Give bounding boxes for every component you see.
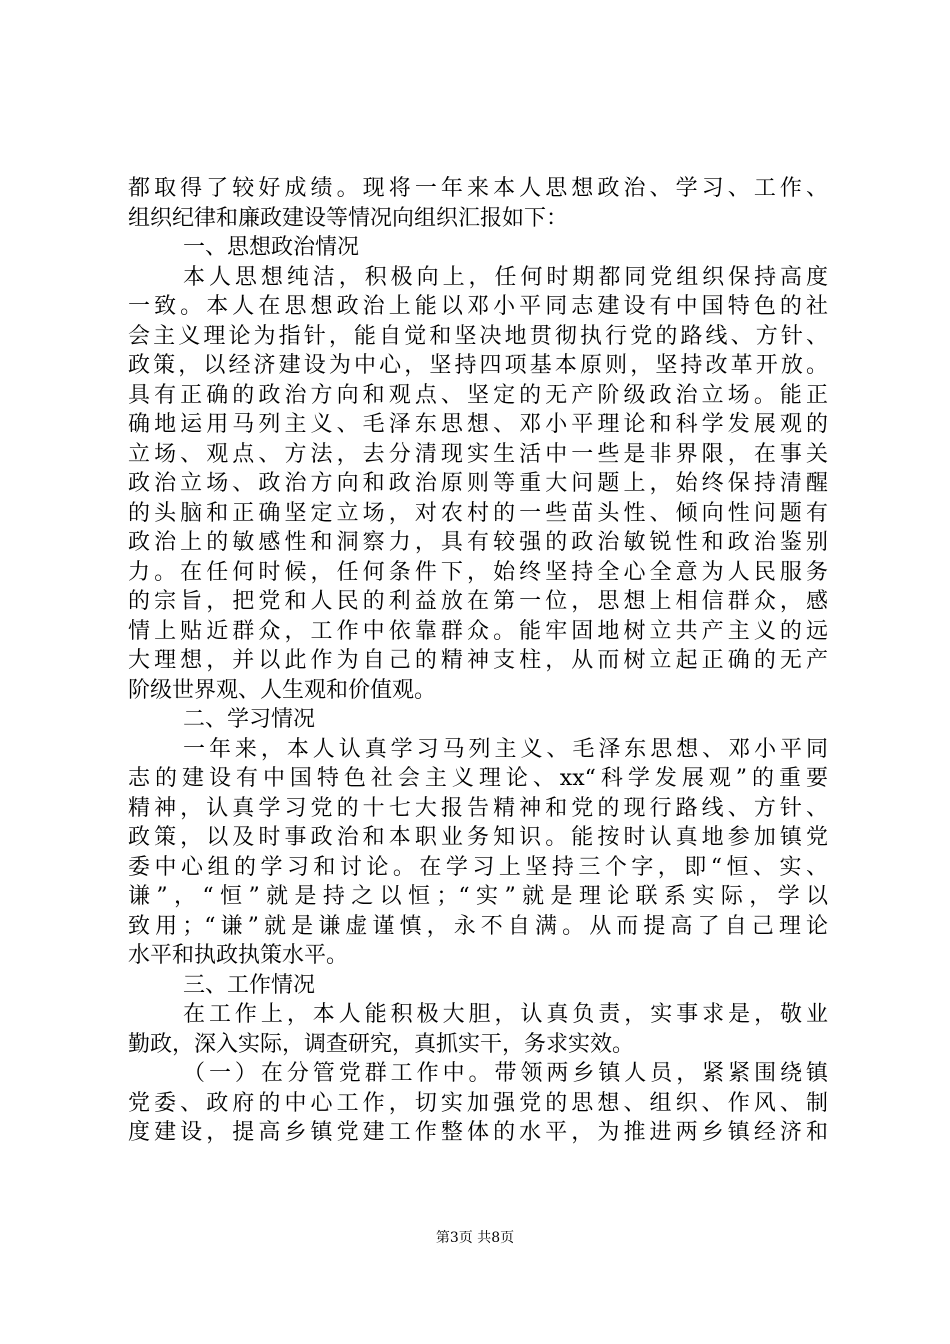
text-line: 情上贴近群众，工作中依靠群众。能牢固地树立共产主义的远 — [128, 618, 828, 644]
text-line: 二、学习情况 — [183, 707, 316, 732]
text-line: 志的建设有中国特色社会主义理论、xx“科学发展观”的重要 — [128, 766, 828, 791]
page-footer: 第3页 共8页 — [435, 1230, 515, 1246]
text-line: 度建设，提高乡镇党建工作整体的水平，为推进两乡镇经济和 — [128, 1120, 828, 1145]
text-line: 的宗旨，把党和人民的利益放在第一位，思想上相信群众，感 — [128, 589, 828, 614]
text-line: 谦”，“恒”就是持之以恒；“实”就是理论联系实际，学以 — [128, 884, 828, 909]
text-line: 都取得了较好成绩。现将一年来本人思想政治、学习、工作、 — [128, 176, 828, 201]
text-line: 阶级世界观、人生观和价值观。 — [128, 677, 437, 703]
text-line: 政策，以经济建设为中心，坚持四项基本原则，坚持改革开放。 — [128, 353, 828, 378]
text-line: 政策，以及时事政治和本职业务知识。能按时认真地参加镇党 — [128, 825, 828, 850]
text-line: 致用；“谦”就是谦虚谨慎，永不自满。从而提高了自己理论 — [128, 913, 828, 939]
text-line: （一）在分管党群工作中。带领两乡镇人员，紧紧围绕镇 — [183, 1061, 828, 1086]
text-line: 三、工作情况 — [183, 972, 316, 998]
text-line: 一年来，本人认真学习马列主义、毛泽东思想、邓小平同 — [183, 736, 828, 762]
text-line: 政治上的敏感性和洞察力，具有较强的政治敏锐性和政治鉴别 — [128, 530, 828, 555]
text-line: 力。在任何时候，任何条件下，始终坚持全心全意为人民服务 — [128, 559, 828, 585]
text-line: 一、思想政治情况 — [183, 235, 360, 260]
text-line: 水平和执政执策水平。 — [128, 943, 349, 968]
text-line: 会主义理论为指针，能自觉和坚决地贯彻执行党的路线、方针、 — [128, 323, 828, 349]
text-line: 政治立场、政治方向和政治原则等重大问题上，始终保持清醒 — [128, 471, 828, 496]
text-line: 精神，认真学习党的十七大报告精神和党的现行路线、方针、 — [128, 795, 828, 821]
text-line: 勤政，深入实际，调查研究，真抓实干，务求实效。 — [128, 1031, 635, 1057]
text-line: 组织纪律和廉政建设等情况向组织汇报如下： — [128, 205, 569, 231]
text-line: 党委、政府的中心工作，切实加强党的思想、组织、作风、制 — [128, 1090, 828, 1116]
text-line: 具有正确的政治方向和观点、坚定的无产阶级政治立场。能正 — [128, 382, 828, 408]
text-line: 一致。本人在思想政治上能以邓小平同志建设有中国特色的社 — [128, 294, 828, 319]
text-line: 大理想，并以此作为自己的精神支柱，从而树立起正确的无产 — [128, 648, 828, 673]
text-line: 本人思想纯洁，积极向上，任何时期都同党组织保持高度 — [183, 264, 828, 290]
text-line: 的头脑和正确坚定立场，对农村的一些苗头性、倾向性问题有 — [128, 500, 828, 526]
text-line: 立场、观点、方法，去分清现实生活中一些是非界限，在事关 — [128, 441, 828, 467]
text-line: 在工作上，本人能积极大胆，认真负责，实事求是，敬业 — [183, 1002, 828, 1027]
text-line: 确地运用马列主义、毛泽东思想、邓小平理论和科学发展观的 — [128, 412, 828, 437]
text-line: 委中心组的学习和讨论。在学习上坚持三个字，即“恒、实、 — [128, 854, 828, 880]
document-body — [128, 174, 828, 1148]
